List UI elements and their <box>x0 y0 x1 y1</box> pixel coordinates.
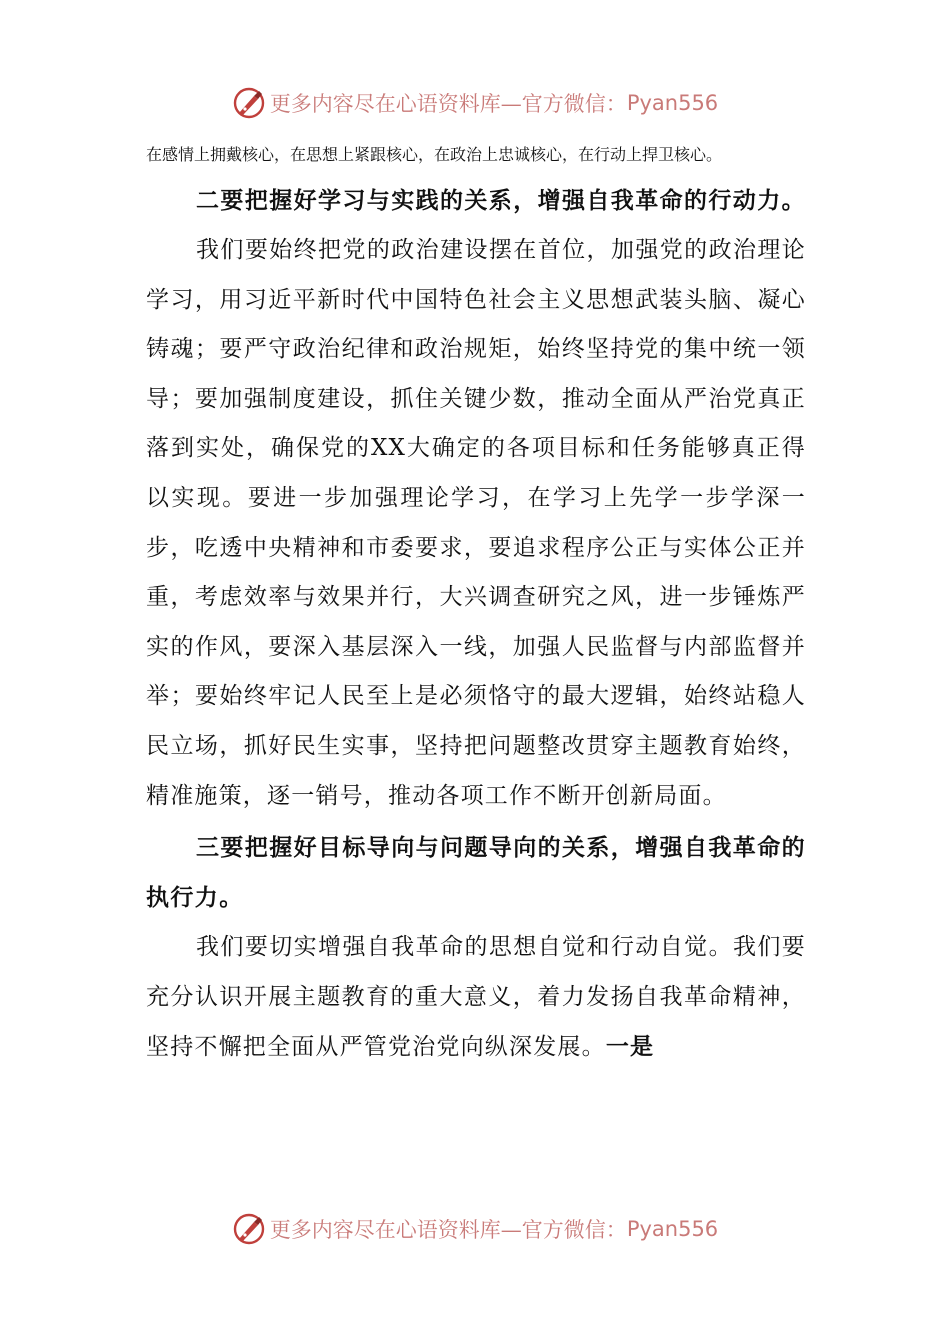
paragraph-three-text: 我们要切实增强自我革命的思想自觉和行动自觉。我们要充分认识开展主题教育的重大意义，着力发扬自我革命精神，坚持不懈把全面从严管党治党向纵深发展。 <box>146 934 806 1061</box>
section-paragraph-three <box>146 923 806 1073</box>
paragraph-three-bold-tail: 一是 <box>605 1033 655 1061</box>
banner-text: 更多内容尽在心语资料库—官方微信： <box>269 1218 627 1242</box>
header-banner <box>0 80 950 126</box>
document-body <box>146 144 806 1073</box>
section-heading-three: 三要把握好目标导向与问题导向的关系，增强自我革命的执行力。 <box>146 834 806 912</box>
pen-nib-logo-icon <box>232 86 266 120</box>
section-heading-two: 二要把握好学习与实践的关系，增强自我革命的行动力。 <box>196 187 806 214</box>
banner-handle: Pyan556 <box>626 91 719 115</box>
footer-banner <box>0 1206 950 1252</box>
pen-nib-logo-icon <box>232 1212 266 1246</box>
banner-text: 更多内容尽在心语资料库—官方微信： <box>269 92 627 116</box>
intro-line: 在感情上拥戴核心，在思想上紧跟核心，在政治上忠诚核心，在行动上捍卫核心。 <box>146 145 723 164</box>
section-paragraph-two: 我们要始终把党的政治建设摆在首位，加强党的政治理论学习，用习近平新时代中国特色社会主义思想武装头脑、凝心铸魂；要严守政治纪律和政治规矩，始终坚持党的集中统一领导；要加强制度建设，抓住关键少数，推动全面从严治党真正落到实处，确保党的XX大确定的各项目标和任务能够真正得以实现。要进一步加强理论学习，在学习上先学一步学深一步，吃透中央精神和市委要求，要追求程序公正与实体公正并重，考虑效率与效果并行，大兴调查研究之风，进一步锤炼严实的作风，要深入基层深入一线，加强人民监督与内部监督并举；要始终牢记人民至上是必须恪守的最大逻辑，始终站稳人民立场，抓好民生实事，坚持把问题整改贯穿主题教育始终，精准施策，逐一销号，推动各项工作不断开创新局面。 <box>146 237 806 809</box>
banner-handle: Pyan556 <box>626 1217 719 1241</box>
